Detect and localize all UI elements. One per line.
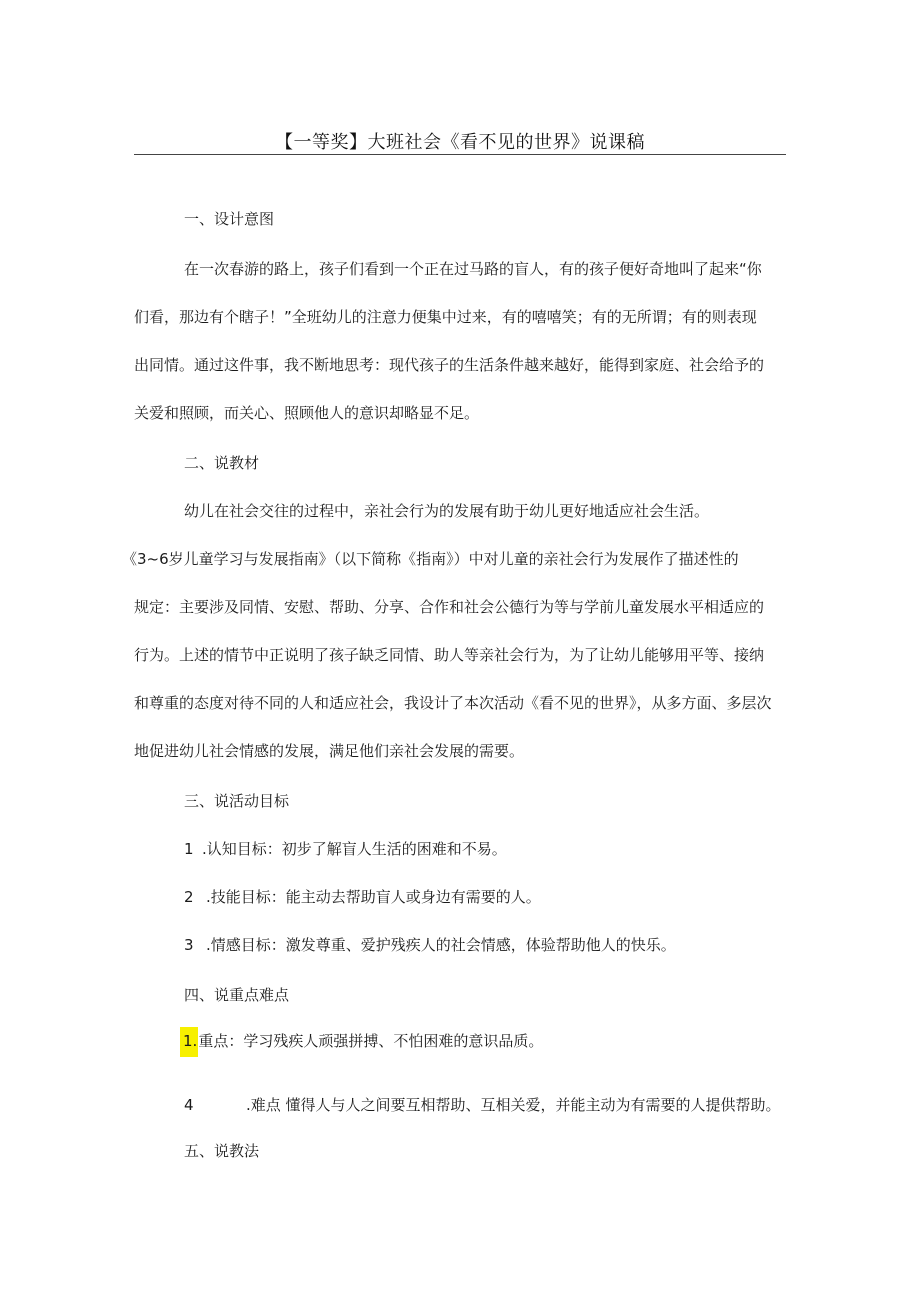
title-underline bbox=[134, 154, 786, 155]
paragraph-line: 和尊重的态度对待不同的人和适应社会，我设计了本次活动《看不见的世界》，从多方面、多层次 bbox=[134, 694, 772, 712]
objective-text: .技能目标：能主动去帮助盲人或身边有需要的人。 bbox=[206, 888, 541, 906]
section-heading-design-intent: 一、设计意图 bbox=[184, 210, 275, 228]
paragraph-line: 地促进幼儿社会情感的发展，满足他们亲社会发展的需要。 bbox=[134, 742, 525, 760]
paragraph-line: 规定：主要涉及同情、安慰、帮助、分享、合作和社会公德行为等与学前儿童发展水平相适应的 bbox=[134, 598, 765, 616]
key-point-text: 重点：学习残疾人顽强拼搏、不怕困难的意识品质。 bbox=[198, 1032, 544, 1050]
paragraph-line: 关爱和照顾，而关心、照顾他人的意识却略显不足。 bbox=[134, 404, 480, 422]
objective-text: .情感目标：激发尊重、爱护残疾人的社会情感，体验帮助他人的快乐。 bbox=[206, 936, 676, 954]
objective-number: 2 bbox=[184, 888, 194, 906]
objective-number: 1 bbox=[184, 840, 194, 858]
key-point-item bbox=[180, 1030, 543, 1052]
difficulty-text: .难点 懂得人与人之间要互相帮助、互相关爱，并能主动为有需要的人提供帮助。 bbox=[246, 1096, 781, 1114]
section-heading-key-points: 四、说重点难点 bbox=[184, 986, 290, 1004]
paragraph-line: 行为。上述的情节中正说明了孩子缺乏同情、助人等亲社会行为，为了让幼儿能够用平等、接纳 bbox=[134, 646, 765, 664]
paragraph-line: 幼儿在社会交往的过程中，亲社会行为的发展有助于幼儿更好地适应社会生活。 bbox=[184, 502, 710, 520]
paragraph-line: 出同情。通过这件事，我不断地思考：现代孩子的生活条件越来越好，能得到家庭、社会给予的 bbox=[134, 356, 765, 374]
paragraph-line: 们看，那边有个瞎子！”全班幼儿的注意力便集中过来，有的嘻嘻笑；有的无所谓；有的则表现 bbox=[134, 308, 757, 326]
difficulty-number: 4 bbox=[184, 1096, 194, 1114]
objective-text: .认知目标：初步了解盲人生活的困难和不易。 bbox=[202, 840, 507, 858]
document-title: 【一等奖】大班社会《看不见的世界》说课稿 bbox=[275, 132, 645, 153]
objective-number: 3 bbox=[184, 936, 194, 954]
highlighted-number: 1. bbox=[180, 1027, 198, 1057]
paragraph-line: 《3~6岁儿童学习与发展指南》（以下简称《指南》）中对儿童的亲社会行为发展作了描述性的 bbox=[122, 550, 739, 568]
paragraph-line: 在一次春游的路上，孩子们看到一个正在过马路的盲人，有的孩子便好奇地叫了起来“你 bbox=[184, 260, 762, 278]
section-heading-material: 二、说教材 bbox=[184, 454, 260, 472]
section-heading-teaching-methods: 五、说教法 bbox=[184, 1142, 260, 1160]
section-heading-objectives: 三、说活动目标 bbox=[184, 792, 290, 810]
